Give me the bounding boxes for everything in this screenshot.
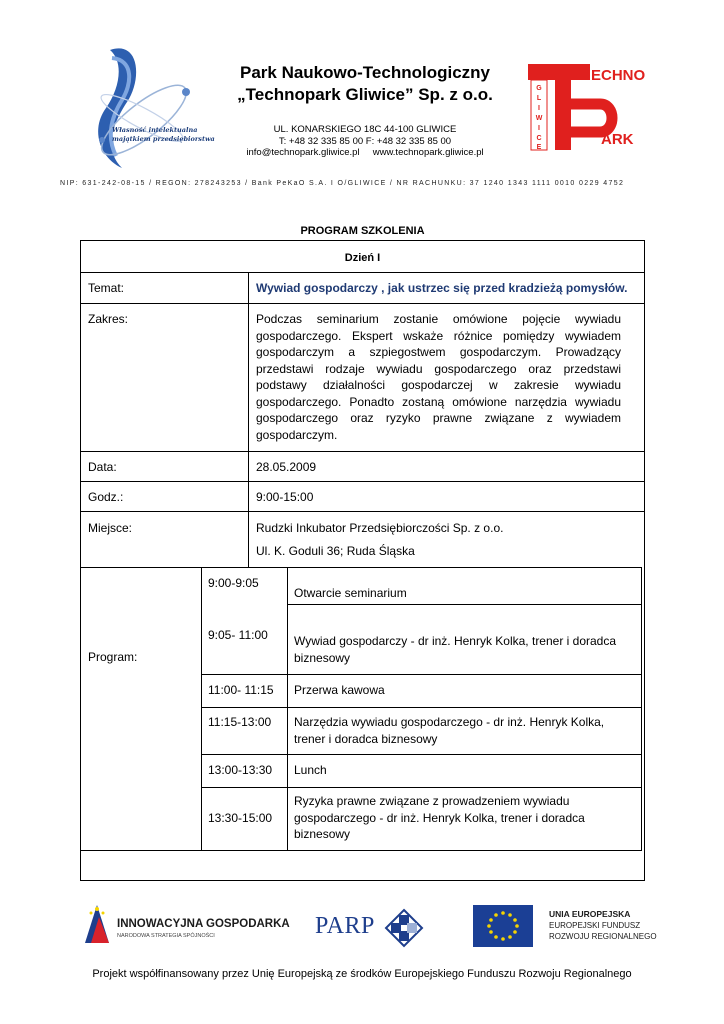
schedule-time-5: 13:00-13:30 [208,763,273,777]
ig-title: INNOWACYJNA GOSPODARKA [117,918,290,930]
eu-title: UNIA EUROPEJSKA [549,909,631,919]
svg-text:ECHNO: ECHNO [591,67,646,84]
topic-label: Temat: [88,281,125,295]
svg-text:ARK: ARK [601,131,634,148]
hours-value: 9:00-15:00 [256,490,314,504]
date-label: Data: [88,460,117,474]
schedule-activity-6: Ryzyka prawne związane z prowadzeniem wywiadu gospodarczego - dr inż. Henryk Kolka, trener i doradca biznesowy [294,794,585,841]
svg-text:G: G [536,85,542,92]
svg-text:E: E [536,144,542,151]
eu-logo [473,905,663,951]
schedule-time-1: 9:00-9:05 [208,576,259,590]
parp-wordmark: PARP [315,913,375,939]
svg-text:majątkiem przedsiębiorstwa: majątkiem przedsiębiorstwa [112,135,215,143]
schedule-time-2: 9:05- 11:00 [208,628,268,642]
technopark-logo [528,62,646,152]
website-link[interactable]: www.technopark.gliwice.pl [372,147,484,158]
schedule-activity-1: Otwarcie seminarium [294,586,407,600]
company-registration-line: NIP: 631-242-08-15 / REGON: 278243253 / Bank PeKaO S.A. I O/GLIWICE / NR RACHUNKU: 37 1240 1343 1111 0010 0229 4752 [60,180,625,187]
parp-logo [315,909,425,949]
schedule-activity-3: Przerwa kawowa [294,683,385,697]
topic-value: Wywiad gospodarczy , jak ustrzec się przed kradzieżą pomysłów. [256,281,628,295]
day-title: Dzień I [344,252,381,264]
eu-fund-line2: ROZWOJU REGIONALNEGO [549,932,657,941]
eu-fund-line1: EUROPEJSKI FUNDUSZ [549,921,641,930]
svg-text:C: C [536,135,542,142]
hours-label: Godz.: [88,490,124,504]
schedule-time-4: 11:15-13:00 [208,715,272,729]
company-name [215,62,515,106]
place-line2: Ul. K. Goduli 36; Ruda Śląska [256,544,415,558]
innowacyjna-gospodarka-logo [83,903,290,953]
place-label: Miejsce: [88,521,133,535]
program-label: Program: [88,650,138,664]
place-line1: Rudzki Inkubator Przedsiębiorczości Sp. z o.o. [256,521,504,535]
schedule-time-3: 11:00- 11:15 [208,683,274,697]
schedule-activity-5: Lunch [294,763,327,777]
training-program-table [80,240,645,881]
email-link[interactable]: info@technopark.gliwice.pl [246,147,360,158]
ig-flag-icon [83,903,113,945]
funding-logos [83,895,661,967]
ig-subtitle: NARODOWA STRATEGIA SPÓJNOŚCI [117,933,215,939]
schedule-time-6: 13:30-15:00 [208,811,273,825]
company-address-block [215,124,515,159]
date-value: 28.05.2009 [256,460,317,474]
svg-text:I: I [538,105,540,112]
schedule-activity-4: Narzędzia wywiadu gospodarczego - dr inż. Henryk Kolka, trener i doradca biznesowy [294,715,605,746]
scope-label: Zakres: [88,312,129,326]
eu-flag-icon [473,905,533,947]
svg-text:W: W [535,115,543,122]
svg-text:L: L [536,95,542,102]
company-name-line2: „Technopark Gliwice” Sp. z o.o. [237,85,493,104]
schedule-activity-2: Wywiad gospodarczy - dr inż. Henryk Kolka, trener i doradca biznesowy [294,634,617,665]
parp-symbol-icon [385,909,423,947]
phone-fax: T: +48 32 335 85 00 F: +48 32 335 85 00 [278,135,452,147]
document-heading: PROGRAM SZKOLENIA [300,225,425,237]
swirl-logo-icon [82,40,215,175]
svg-text:I: I [538,125,540,132]
cofinancing-note: Projekt współfinansowany przez Unię Europejską ze środków Europejskiego Funduszu Rozwoju Regionalnego [92,968,632,980]
svg-text:Własność intelektualna: Własność intelektualna [112,126,198,134]
knowledge-swirl-logo [82,40,215,175]
scope-value: Podczas seminarium zostanie omówione pojęcie wywiadu gospodarczego. Ekspert wskaże różnice pomiędzy wywiadem gospodarczym a szpiegostwem gospodarczym. Prowadzący przedstawi rodzaje wywiadu gospodarczego oraz przedstawi podstawy działalności gospodarczej w zakresie wywiadu gospodarczego. Ponadto zostaną omówione narzędzia wywiadu gospodarczego oraz ryzyko prawne związane z wywiadem gospodarczym. [256,312,621,442]
technopark-logo-icon [528,62,646,152]
address: UL. KONARSKIEGO 18C 44-100 GLIWICE [273,124,457,135]
company-name-line1: Park Naukowo-Technologiczny [239,63,490,82]
